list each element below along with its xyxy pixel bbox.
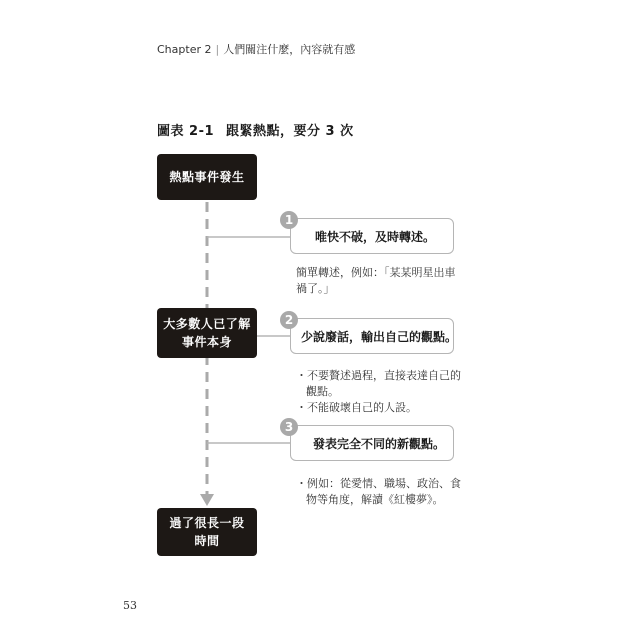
note-line: ・不要贅述過程，直接表達自己的	[296, 369, 461, 382]
callout-text: 少說廢話，輸出自己的觀點。	[301, 329, 458, 344]
callout-note-1	[296, 265, 456, 297]
callout-text: 唯快不破，及時轉述。	[315, 229, 436, 244]
number-badge-1: 1	[280, 211, 298, 229]
callout-box-3	[290, 425, 454, 461]
timeline-arrowhead	[200, 494, 214, 506]
callout-box-1	[290, 218, 454, 254]
callout-box-2	[290, 318, 458, 354]
stage-box-hot-event	[157, 154, 257, 200]
note-line: 禍了。」	[296, 282, 335, 295]
chapter-label: Chapter 2	[157, 43, 212, 56]
chapter-title: 人們關注什麼，內容就有感	[223, 43, 356, 56]
running-header	[157, 41, 355, 57]
note-line: 簡單轉述，例如：「某某明星出車	[296, 266, 456, 279]
number-badge-2: 2	[280, 311, 298, 329]
page-number: 53	[123, 599, 137, 612]
callout-note-3	[296, 476, 461, 508]
figure-title	[157, 120, 354, 139]
stage-label: 過了很長一段	[169, 516, 245, 530]
number-badge-3: 3	[280, 418, 298, 436]
stage-label: 事件本身	[181, 335, 232, 349]
figure-label: 圖表 2-1	[157, 124, 215, 139]
note-line: 觀點。	[306, 385, 339, 398]
stage-box-long-time	[157, 508, 257, 556]
note-line: 物等角度，解讀《紅樓夢》。	[306, 493, 444, 506]
figure-caption: 跟緊熱點，要分 3 次	[226, 124, 354, 139]
header-separator: |	[215, 43, 220, 56]
stage-label: 熱點事件發生	[169, 170, 245, 184]
note-line: ・例如：從愛情、職場、政治、食	[296, 477, 461, 490]
stage-label: 大多數人已了解	[163, 317, 251, 331]
callout-note-2	[296, 368, 461, 416]
stage-label: 時間	[194, 534, 220, 548]
callout-text: 發表完全不同的新觀點。	[313, 436, 446, 451]
note-line: ・不能破壞自己的人設。	[296, 401, 417, 414]
stage-box-understood	[157, 308, 257, 358]
